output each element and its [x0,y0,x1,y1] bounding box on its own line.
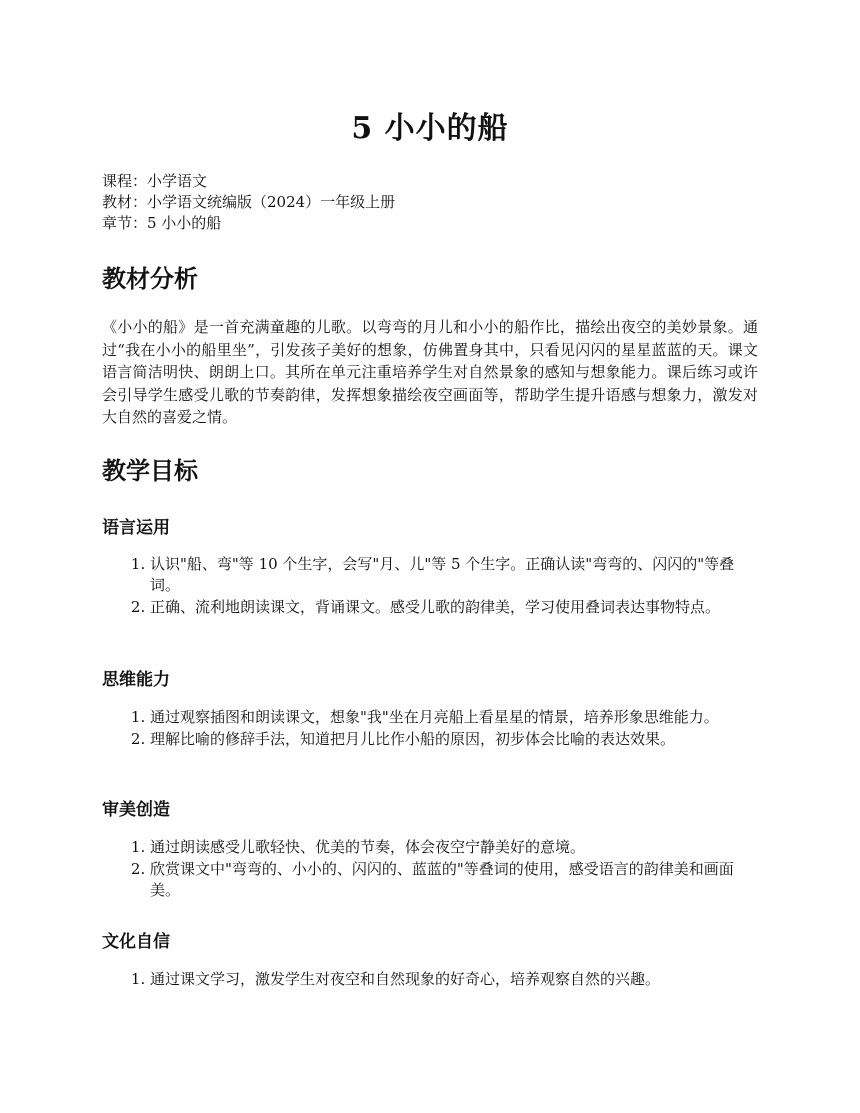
list-item: 2. 欣赏课文中"弯弯的、小小的、闪闪的、蓝蓝的"等叠词的使用，感受语言的韵律美和画面美。 [150,859,758,901]
lesson-meta [102,171,395,234]
list-item: 2. 理解比喻的修辞手法，知道把月儿比作小船的原因，初步体会比喻的表达效果。 [150,729,758,750]
section-heading-language: 语言运用 [102,518,170,538]
list-item: 1. 通过朗读感受儿歌轻快、优美的节奏，体会夜空宁静美好的意境。 [150,837,758,858]
meta-textbook: 教材：小学语文统编版（2024）一年级上册 [102,193,396,211]
objectives-heading: 教学目标 [102,457,198,485]
meta-course: 课程：小学语文 [102,172,208,190]
section-heading-thinking: 思维能力 [102,670,170,690]
meta-chapter: 章节：5 小小的船 [102,214,222,232]
list-culture [102,969,758,991]
list-item: 1. 认识"船、弯"等 10 个生字，会写"月、儿"等 5 个生字。正确认读"弯弯的、闪闪的"等叠词。 [150,554,758,596]
section-heading-culture: 文化自信 [102,932,170,952]
analysis-paragraph: 《小小的船》是一首充满童趣的儿歌。以弯弯的月儿和小小的船作比，描绘出夜空的美妙景象。通过“我在小小的船里坐”，引发孩子美好的想象，仿佛置身其中，只看见闪闪的星星蓝蓝的天。课文语言简洁明快、朗朗上口。其所在单元注重培养学生对自然景象的感知与想象能力。课后练习或许会引导学生感受儿歌的节奏韵律，发挥想象描绘夜空画面等，帮助学生提升语感与想象力，激发对大自然的喜爱之情。 [102,318,758,426]
list-item: 1. 通过观察插图和朗读课文，想象"我"坐在月亮船上看星星的情景，培养形象思维能力。 [150,707,758,728]
list-aesthetic [102,837,758,902]
section-heading-aesthetic: 审美创造 [102,800,170,820]
list-item: 1. 通过课文学习，激发学生对夜空和自然现象的好奇心，培养观察自然的兴趣。 [150,969,758,990]
list-language [102,554,758,619]
list-thinking [102,707,758,751]
analysis-heading: 教材分析 [102,265,198,293]
page-title: 5 小小的船 [351,111,509,146]
list-item: 2. 正确、流利地朗读课文，背诵课文。感受儿歌的韵律美，学习使用叠词表达事物特点。 [150,597,758,618]
